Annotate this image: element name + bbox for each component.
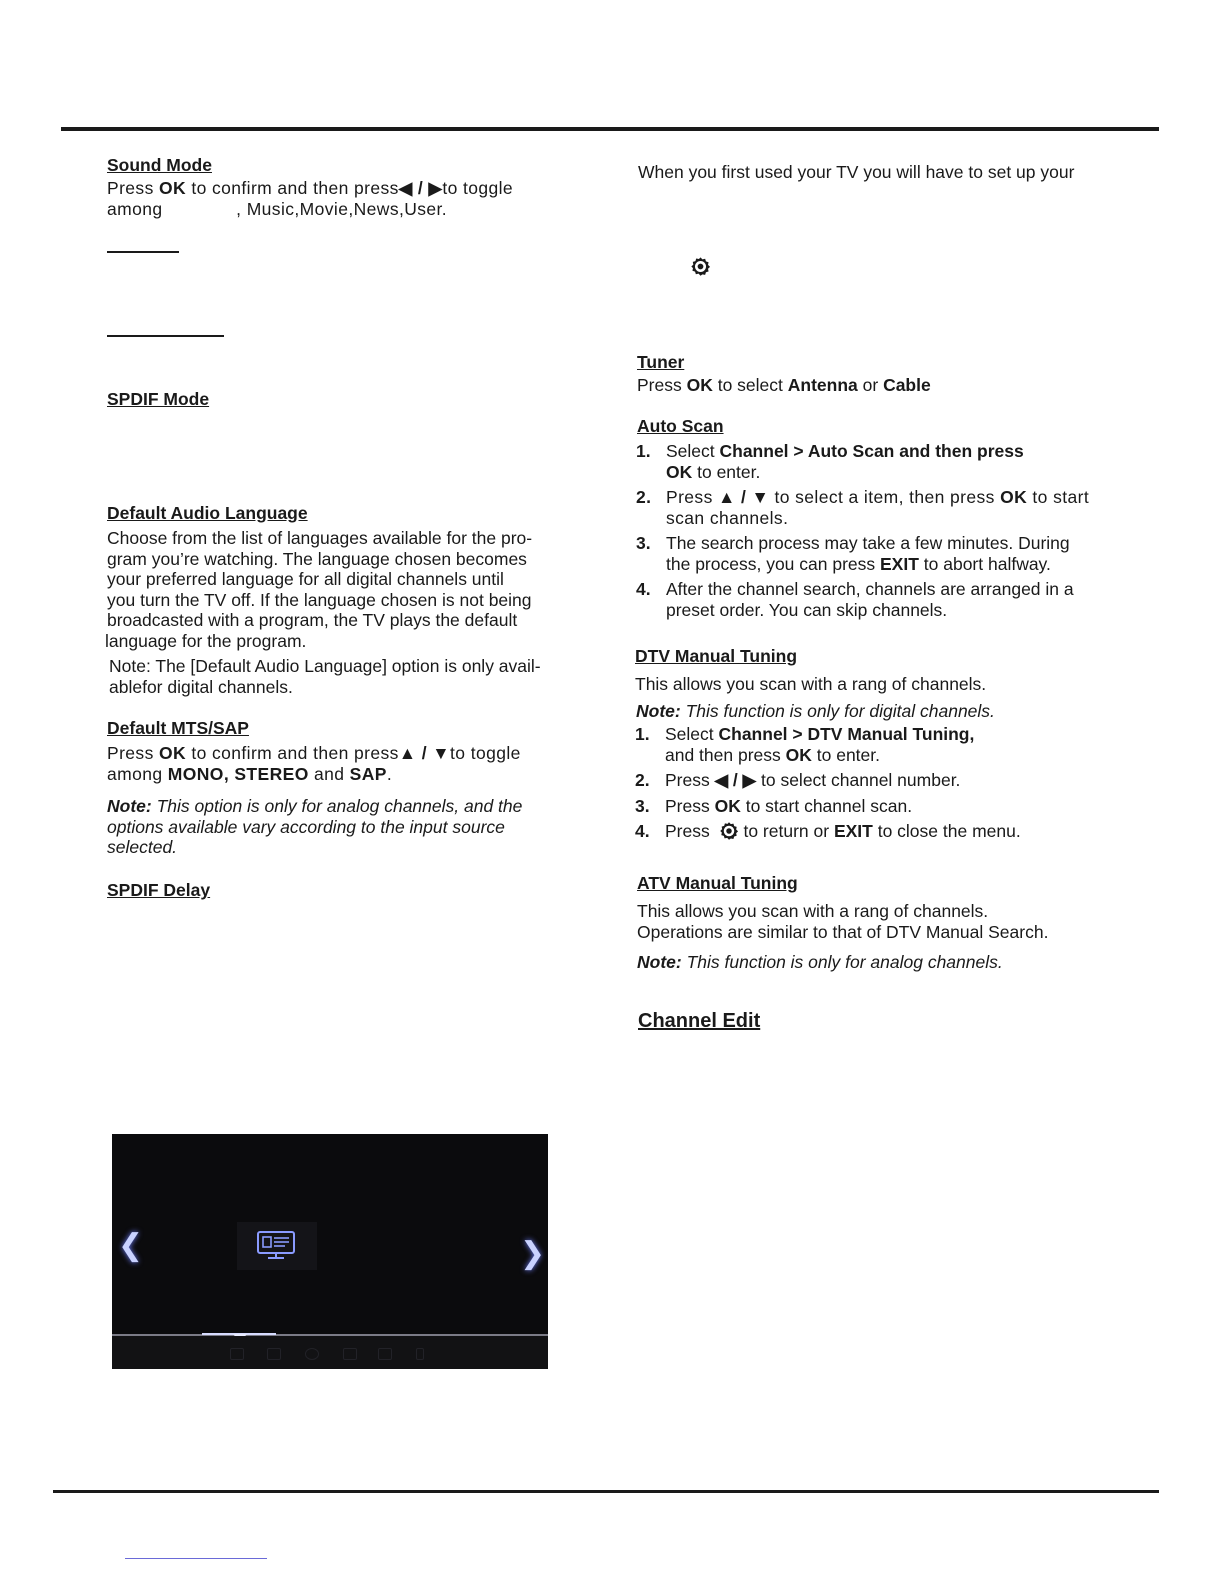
list-item: 1. Select Channel > DTV Manual Tuning, and then press OK to enter. bbox=[635, 724, 975, 765]
note-line: Note: The [Default Audio Language] option is only avail- bbox=[109, 656, 541, 676]
tuner-heading: Tuner bbox=[637, 352, 685, 372]
auto-scan-heading: Auto Scan bbox=[637, 416, 724, 436]
dock-icon bbox=[416, 1348, 424, 1360]
body-line: Choose from the list of languages available for the pro- bbox=[107, 528, 533, 548]
body-line: broadcasted with a program, the TV plays the default bbox=[107, 610, 518, 630]
dtv-manual-tuning-heading: DTV Manual Tuning bbox=[635, 646, 798, 666]
dock-icon bbox=[343, 1348, 357, 1360]
note-line: ablefor digital channels. bbox=[109, 676, 293, 697]
default-mts-sap-heading: Default MTS/SAP bbox=[107, 718, 249, 738]
chevron-right-icon: ❯ bbox=[520, 1236, 546, 1271]
list-item: 1. Select Channel > Auto Scan and then press OK to enter. bbox=[636, 441, 1024, 482]
setup-intro: When you first used your TV you will have to set up your bbox=[638, 162, 1075, 182]
dock-icon bbox=[305, 1348, 319, 1360]
dtv-manual-note: Note: This function is only for digital channels. bbox=[636, 701, 995, 721]
atv-manual-body: This allows you scan with a rang of channels. Operations are similar to that of DTV Manual Search. bbox=[637, 901, 1049, 942]
body-line: language for the program. bbox=[105, 630, 307, 651]
mts-sap-line1: Press OK to confirm and then press▲ / ▼to toggle bbox=[107, 743, 521, 763]
dtv-manual-desc: This allows you scan with a rang of channels. bbox=[635, 674, 987, 694]
monitor-icon bbox=[237, 1222, 317, 1270]
footer-link-underline bbox=[125, 1558, 267, 1559]
blank-heading-underline bbox=[107, 251, 179, 253]
dock-icon bbox=[230, 1348, 244, 1360]
gear-icon bbox=[719, 821, 739, 841]
default-audio-language-note bbox=[109, 656, 541, 697]
sound-mode-line1: Press OK to confirm and then press◀ / ▶to toggle bbox=[107, 178, 514, 198]
default-audio-language-heading: Default Audio Language bbox=[107, 503, 308, 523]
chevron-left-icon: ❮ bbox=[118, 1228, 144, 1263]
spdif-mode-heading: SPDIF Mode bbox=[107, 389, 210, 409]
bottom-rule bbox=[53, 1490, 1159, 1493]
body-line: gram you’re watching. The language chosen becomes bbox=[107, 548, 527, 569]
dock-icon bbox=[267, 1348, 281, 1360]
list-item: 2. Press ◀ / ▶ to select channel number. bbox=[635, 770, 961, 790]
left-right-arrows-icon: ◀ / ▶ bbox=[398, 178, 443, 198]
tv-menu-screenshot bbox=[112, 1134, 548, 1369]
top-rule bbox=[61, 127, 1159, 131]
dock-icon bbox=[378, 1348, 392, 1360]
auto-scan-steps bbox=[636, 441, 1136, 625]
list-item: 2. Press ▲ / ▼ to select a item, then press OK to start scan channels. bbox=[636, 487, 1090, 528]
list-item: 3. The search process may take a few minutes. During the process, you can press EXIT to abort halfway. bbox=[636, 533, 1070, 574]
mts-sap-note: Note: This option is only for analog channels, and the options available vary according to the input source selected. bbox=[107, 796, 523, 857]
sound-mode-heading: Sound Mode bbox=[107, 155, 212, 175]
list-item: 4. Press to return or EXIT to close the menu. bbox=[635, 821, 1021, 841]
atv-manual-note: Note: This function is only for analog channels. bbox=[637, 952, 1003, 972]
blank-heading-underline bbox=[107, 335, 224, 337]
channel-edit-heading: Channel Edit bbox=[638, 1010, 761, 1032]
sound-mode-line2: among , Music,Movie,News,User. bbox=[107, 199, 448, 219]
atv-manual-tuning-heading: ATV Manual Tuning bbox=[637, 873, 798, 893]
list-item: 4. After the channel search, channels are arranged in a preset order. You can skip channels. bbox=[636, 579, 1074, 620]
tuner-text: Press OK to select Antenna or Cable bbox=[637, 375, 931, 395]
body-line: you turn the TV off. If the language chosen is not being bbox=[107, 589, 532, 610]
up-down-arrows-icon: ▲ / ▼ bbox=[398, 743, 451, 763]
body-line: your preferred language for all digital channels until bbox=[107, 569, 504, 589]
list-item: 3. Press OK to start channel scan. bbox=[635, 795, 913, 816]
mts-sap-line2: among MONO, STEREO and SAP. bbox=[107, 764, 393, 784]
up-down-arrows-icon: ▲ / ▼ bbox=[718, 487, 770, 507]
menu-dock bbox=[112, 1336, 548, 1369]
default-audio-language-body bbox=[107, 528, 532, 651]
gear-icon bbox=[690, 256, 711, 277]
spdif-delay-heading: SPDIF Delay bbox=[107, 880, 211, 900]
menu-tile bbox=[237, 1222, 317, 1270]
left-right-arrows-icon: ◀ / ▶ bbox=[714, 770, 757, 790]
dtv-manual-steps bbox=[635, 724, 1135, 847]
